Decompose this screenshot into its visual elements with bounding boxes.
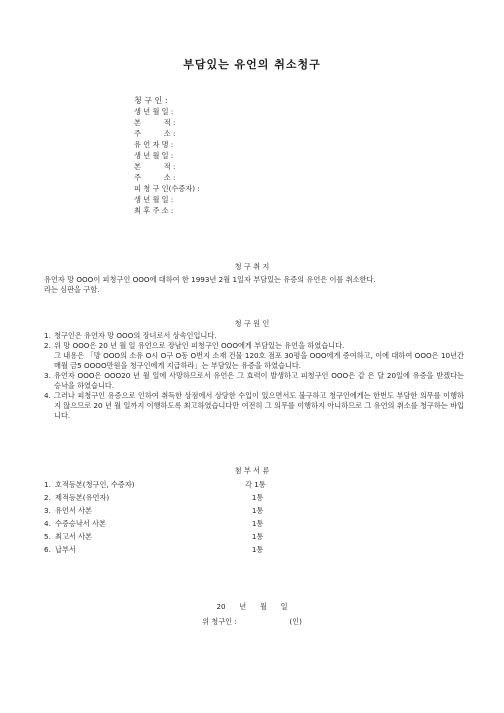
party-row xyxy=(134,107,200,118)
purpose-body: 유언자 망 OOO이 피청구인 OOO에 대하여 한 1993년 2월 1일자 부담있는 유증의 유언은 이를 취소한다. xyxy=(44,275,376,284)
cause-item-text: 그 내용은 「망 OOO의 소유 O시 O구 O동 O번지 소재 건물 120호 점포 30평을 OOO에게 증여하고, 이에 대하여 OOO은 10년간 매월 금5 OOOO만원을 청구인에게 지급하라」는 부담있는 유증을 하였습니다. xyxy=(54,351,464,370)
party-row xyxy=(134,129,200,140)
cause-item-text: 그러나 피청구인 유증으로 인하여 취득한 상점에서 상당한 수입이 있으면서도 불구하고 청구인에게는 한번도 부담한 의무를 이행하지 않으므로 20 년 월 일까지 이행하도록 최고하였습니다만 여전히 그 의무를 이행하지 아니하므로 그 유언의 취소를 청구하는 바입니다. xyxy=(54,391,464,420)
attachment-row xyxy=(44,545,304,558)
attachment-number: 4. xyxy=(44,519,51,528)
party-row xyxy=(134,173,200,184)
party-label: 생 년 월 일 : xyxy=(134,107,174,116)
party-label: 생 년 월 일 : xyxy=(134,151,174,160)
signature-line: 위 청구인 : (인) xyxy=(202,617,302,626)
cause-item xyxy=(44,341,464,351)
attachment-row xyxy=(44,506,304,519)
attachment-quantity: 각 1통 xyxy=(245,480,266,489)
attachment-quantity: 1통 xyxy=(245,545,264,554)
attachment-name: 최고서 사본 xyxy=(55,532,93,541)
party-label: 유 언 자 명 : xyxy=(134,140,174,149)
attachment-row xyxy=(44,493,304,506)
cause-item-number: 4. xyxy=(44,391,51,400)
attachment-name: 제적등본(유언자) xyxy=(55,493,110,502)
purpose-closing: 라는 심판을 구함. xyxy=(44,285,100,294)
party-info xyxy=(134,96,200,217)
attachment-quantity: 1통 xyxy=(245,532,264,541)
purpose-heading: 청 구 취 지 xyxy=(234,262,270,271)
party-row xyxy=(134,96,200,107)
cause-item-number: 3. xyxy=(44,371,51,380)
attachment-name: 수증승낙서 사본 xyxy=(55,519,106,528)
cause-list xyxy=(44,331,464,421)
cause-item xyxy=(44,391,464,421)
attachment-number: 6. xyxy=(44,545,51,554)
party-label: 본 적 : xyxy=(134,162,176,171)
party-row xyxy=(134,118,200,129)
attachments-list xyxy=(44,480,304,558)
cause-item-number: 1. xyxy=(44,331,51,340)
attachments-heading: 첨 부 서 류 xyxy=(234,466,270,475)
attachment-number: 3. xyxy=(44,506,51,515)
cause-item-text: 위 망 OOO은 20 년 월 일 유언으로 장남인 피청구인 OOO에게 부담있는 유언을 하였습니다. xyxy=(54,341,345,350)
attachment-row xyxy=(44,532,304,545)
cause-item-text: 청구인은 유언자 망 OOO의 장녀로서 상속인입니다. xyxy=(54,331,217,340)
cause-heading: 청 구 원 인 xyxy=(234,319,270,328)
attachment-number: 2. xyxy=(44,493,51,502)
attachment-number: 5. xyxy=(44,532,51,541)
date-line: 20 년 월 일 xyxy=(216,602,288,611)
attachment-number: 1. xyxy=(44,480,51,489)
cause-item xyxy=(44,371,464,391)
attachment-quantity: 1통 xyxy=(245,493,264,502)
party-row xyxy=(134,195,200,206)
cause-item-text: 유언자 OOO은 OOO20 년 월 일에 사망하므로서 유언은 그 효력이 발생하고 피청구인 OOO은 같 은 달 20일에 유증을 받겠다는 승낙을 하였습니다. xyxy=(54,371,464,390)
party-row xyxy=(134,140,200,151)
cause-item-number: 2. xyxy=(44,341,51,350)
party-row xyxy=(134,184,200,195)
cause-item xyxy=(44,331,464,341)
attachment-row xyxy=(44,519,304,532)
cause-item xyxy=(44,351,464,371)
party-row xyxy=(134,151,200,162)
attachment-row xyxy=(44,480,304,493)
attachment-name: 납부서 xyxy=(55,545,76,554)
party-row xyxy=(134,206,200,217)
party-label: 본 적 : xyxy=(134,118,176,127)
purpose-section xyxy=(44,275,462,295)
party-label: 생 년 월 일 : xyxy=(134,195,174,204)
attachment-name: 유언서 사본 xyxy=(55,506,93,515)
attachment-name: 호적등본(청구인, 수증자) xyxy=(55,480,135,489)
attachment-quantity: 1통 xyxy=(245,506,264,515)
party-label: 청 구 인 : xyxy=(134,96,168,105)
document-title: 부담있는 유언의 취소청구 xyxy=(183,58,321,71)
party-row xyxy=(134,162,200,173)
party-label: 주 소 : xyxy=(134,173,176,182)
party-label: 최 후 주 소 : xyxy=(134,206,174,215)
party-label: 주 소 : xyxy=(134,129,176,138)
party-label: 피 청 구 인(수증자) : xyxy=(134,184,200,193)
cause-item-number xyxy=(44,351,54,371)
attachment-quantity: 1통 xyxy=(245,519,264,528)
